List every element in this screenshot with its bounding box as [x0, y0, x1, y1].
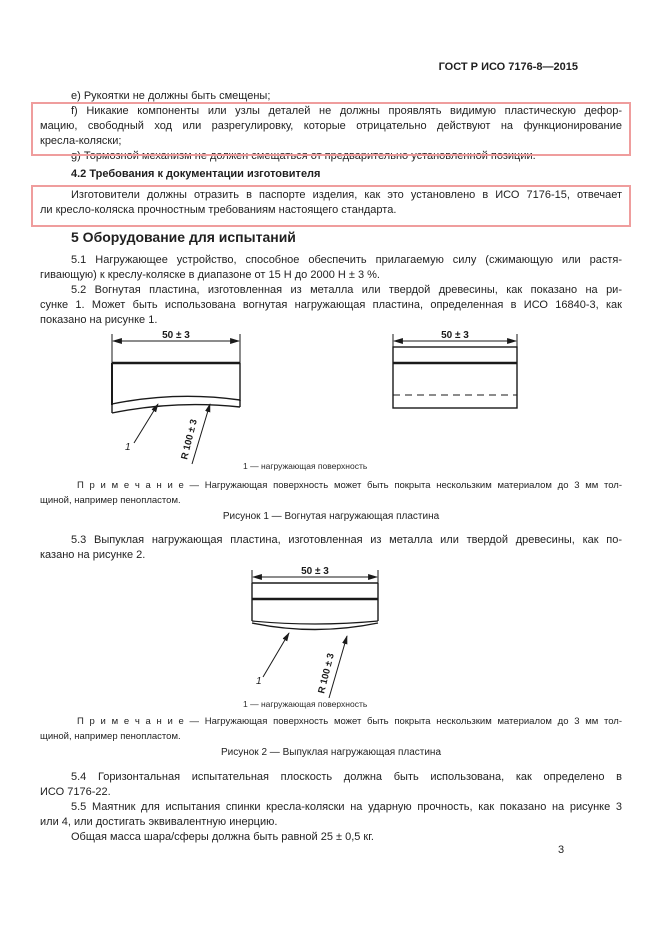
page-number: 3 — [558, 844, 565, 856]
dimension-label: 50 ± 3 — [162, 330, 190, 341]
text-line: казано на рисунке 2. — [40, 549, 146, 561]
text-line: или 4, или достигать эквивалентную инерцию. — [40, 816, 278, 828]
figure1-side-view — [393, 330, 517, 408]
radius-label: R 100 ± 3 — [179, 418, 200, 461]
concave-surface-upper — [112, 396, 240, 404]
text-line: показано на рисунке 1. — [40, 314, 158, 326]
text-line: П р и м е ч а н и е — Нагружающая поверхность может быть покрыта нескользким материалом до 3 мм тол- — [77, 716, 622, 727]
convex-surface-upper — [252, 621, 378, 624]
heading-5: 5 Оборудование для испытаний — [71, 229, 296, 245]
dimension-label: 50 ± 3 — [441, 330, 469, 341]
text-line: щиной, например пенопластом. — [40, 495, 181, 506]
figure2-caption: Рисунок 2 — Выпуклая нагружающая пластина — [220, 747, 442, 758]
text-line: мацию, свободный ход или разрегулировку, которые отрицательно действуют на функционирование — [40, 120, 622, 132]
text-line: 5.3 Выпуклая нагружающая пластина, изготовленная из металла или твердой древесины, как по- — [71, 534, 622, 546]
text-line: Общая масса шара/сферы должна быть равной 25 ± 0,5 кг. — [71, 831, 374, 843]
text-line: Изготовители должны отразить в паспорте изделия, как это установлено в ИСО 7176-15, отвечает — [71, 189, 622, 201]
paragraph-5-1 — [40, 253, 622, 283]
text-line: ИСО 7176-22. — [40, 786, 111, 798]
figure1-note — [40, 478, 622, 508]
text-line: гивающую) к креслу-коляске в диапазоне от 15 Н до 2000 Н ± 3 %. — [40, 269, 380, 281]
text-line: 5.1 Нагружающее устройство, способное обеспечить прилагаемую силу (сжимающую или растя- — [71, 254, 622, 266]
paragraph-5-2 — [40, 283, 622, 328]
text-line: сунке 1. Может быть использована вогнутая нагружающая пластина, определенная в ИСО 16840-3, как — [40, 299, 622, 311]
callout-leader-line — [263, 633, 289, 677]
text-line: e) Рукоятки не должны быть смещены; — [71, 90, 271, 102]
doc-header-code: ГОСТ Р ИСО 7176-8—2015 — [438, 61, 578, 73]
figure2-drawing — [0, 563, 661, 703]
figure1-front-view — [112, 330, 240, 464]
dimension-label: 50 ± 3 — [301, 566, 329, 577]
text-line: щиной, например пенопластом. — [40, 731, 181, 742]
figure1-legend: 1 — нагружающая поверхность — [243, 461, 368, 471]
figure2-front-view — [252, 566, 378, 698]
callout-label: 1 — [125, 442, 131, 453]
plate-side-outline — [393, 347, 517, 408]
paragraph-total-mass — [40, 830, 622, 845]
figure2-note — [40, 714, 622, 744]
paragraph-5-3 — [40, 533, 622, 563]
radius-label: R 100 ± 3 — [316, 652, 337, 695]
text-line: g) Тормозной механизм не должен смещаться от предварительно установленной позиции. — [71, 150, 536, 162]
annotation-highlight-box-2 — [31, 185, 631, 227]
figure2-legend: 1 — нагружающая поверхность — [243, 699, 368, 709]
concave-surface-lower — [112, 405, 240, 413]
text-line: кресла-коляски; — [40, 135, 122, 147]
text-line: ли кресло-коляска прочностным требованиям настоящего стандарта. — [40, 204, 397, 216]
text-line: 5.2 Вогнутая пластина, изготовленная из металла или твердой древесины, как показано на ри- — [71, 284, 622, 296]
paragraph-5-5 — [40, 800, 622, 830]
text-line: 5.4 Горизонтальная испытательная плоскость должна быть использована, как определено в — [71, 771, 622, 783]
heading-4-2: 4.2 Требования к документации изготовителя — [71, 168, 321, 180]
text-line: 5.5 Маятник для испытания спинки кресла-коляски на ударную прочность, как показано на рисунке 3 — [71, 801, 622, 813]
paragraph-5-4 — [40, 770, 622, 800]
callout-leader-line — [134, 404, 158, 443]
callout-label: 1 — [256, 676, 262, 687]
annotation-highlight-box-1 — [31, 102, 631, 156]
figure1-drawing — [0, 326, 661, 466]
text-line: П р и м е ч а н и е — Нагружающая поверхность может быть покрыта нескользким материалом до 3 мм тол- — [77, 480, 622, 491]
text-line: f) Никакие компоненты или узлы деталей не должны проявлять видимую пластическую дефор- — [71, 105, 622, 117]
figure1-caption: Рисунок 1 — Вогнутая нагружающая пластина — [222, 511, 440, 522]
